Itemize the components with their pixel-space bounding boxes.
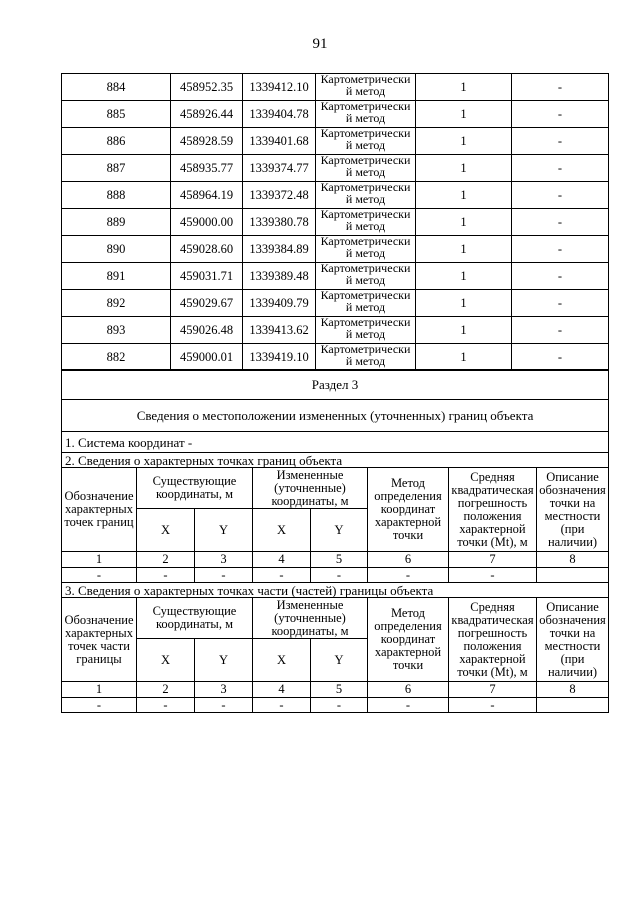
table-row <box>62 290 609 317</box>
coord-y: 1339389.48 <box>243 263 316 290</box>
empty-cell: - <box>62 568 137 583</box>
method <box>316 263 416 290</box>
empty-cell: - <box>62 698 137 713</box>
coord-x: 459026.48 <box>171 317 243 344</box>
method-line-1: Картометрически <box>320 181 411 194</box>
page-number: 91 <box>312 36 328 52</box>
empty-cell <box>537 568 609 583</box>
part2-heading: 2. Сведения о характерных точках границ объекта <box>62 453 609 468</box>
point-description: - <box>512 263 609 290</box>
coord-x: 459000.01 <box>171 344 243 371</box>
accuracy: 1 <box>416 290 512 317</box>
empty-cell: - <box>253 568 311 583</box>
accuracy: 1 <box>416 128 512 155</box>
col-number: 4 <box>253 682 311 698</box>
point-description: - <box>512 317 609 344</box>
part3-existing-y: Y <box>195 639 253 682</box>
method <box>316 182 416 209</box>
col-number: 7 <box>449 682 537 698</box>
coord-y: 1339412.10 <box>243 74 316 101</box>
part3-dash-row <box>62 698 609 713</box>
part3-col-changed: Измененные (уточненные) координаты, м <box>253 598 368 639</box>
accuracy: 1 <box>416 236 512 263</box>
part3-col-existing: Существующие координаты, м <box>137 598 253 639</box>
method-line-1: Картометрически <box>320 73 411 86</box>
empty-cell: - <box>253 698 311 713</box>
method-line-1: Картометрически <box>320 127 411 140</box>
part2-col-changed: Измененные (уточненные) координаты, м <box>253 468 368 509</box>
coord-x: 458952.35 <box>171 74 243 101</box>
part2-col-method: Метод определения координат характерной точки <box>368 468 449 552</box>
table-row <box>62 182 609 209</box>
col-number: 1 <box>62 682 137 698</box>
method-line-1: Картометрически <box>320 100 411 113</box>
method <box>316 317 416 344</box>
part2-number-row <box>62 552 609 568</box>
accuracy: 1 <box>416 101 512 128</box>
point-description: - <box>512 182 609 209</box>
empty-cell: - <box>195 698 253 713</box>
method <box>316 155 416 182</box>
method-line-1: Картометрически <box>320 208 411 221</box>
table-row <box>62 155 609 182</box>
part2-changed-y: Y <box>311 509 368 552</box>
table-row <box>62 344 609 371</box>
method <box>316 290 416 317</box>
coord-y: 1339384.89 <box>243 236 316 263</box>
col-number: 3 <box>195 552 253 568</box>
part3-col-description: Описание обозначения точки на местности (при наличии) <box>537 598 609 682</box>
method-line-2: й метод <box>345 165 386 179</box>
point-description: - <box>512 74 609 101</box>
section-description: Сведения о местоположении измененных (уточненных) границ объекта <box>62 400 609 432</box>
part3-col-designation: Обозначение характерных точек части границы <box>62 598 137 682</box>
table-row <box>62 209 609 236</box>
section3-table <box>61 369 609 713</box>
method <box>316 209 416 236</box>
method-line-2: й метод <box>345 138 386 152</box>
point-number: 886 <box>62 128 171 155</box>
empty-cell: - <box>137 698 195 713</box>
coord-y: 1339372.48 <box>243 182 316 209</box>
method-line-2: й метод <box>345 192 386 206</box>
coord-x: 459000.00 <box>171 209 243 236</box>
empty-cell: - <box>311 568 368 583</box>
empty-cell: - <box>195 568 253 583</box>
col-number: 4 <box>253 552 311 568</box>
method-line-2: й метод <box>345 354 386 368</box>
part3-col-accuracy: Средняя квадратическая погрешность положения характерной точки (Mt), м <box>449 598 537 682</box>
point-description: - <box>512 209 609 236</box>
coord-y: 1339419.10 <box>243 344 316 371</box>
method-line-2: й метод <box>345 300 386 314</box>
col-number: 5 <box>311 552 368 568</box>
part3-heading: 3. Сведения о характерных точках части (частей) границы объекта <box>62 583 609 598</box>
method <box>316 128 416 155</box>
accuracy: 1 <box>416 209 512 236</box>
col-number: 6 <box>368 552 449 568</box>
method-line-1: Картометрически <box>320 262 411 275</box>
empty-cell: - <box>137 568 195 583</box>
coord-y: 1339380.78 <box>243 209 316 236</box>
points-table <box>61 73 609 371</box>
col-number: 2 <box>137 682 195 698</box>
coord-x: 458928.59 <box>171 128 243 155</box>
part2-dash-row <box>62 568 609 583</box>
point-description: - <box>512 236 609 263</box>
point-description: - <box>512 344 609 371</box>
point-number: 891 <box>62 263 171 290</box>
point-number: 893 <box>62 317 171 344</box>
col-number: 8 <box>537 552 609 568</box>
part2-col-accuracy: Средняя квадратическая погрешность положения характерной точки (Mt), м <box>449 468 537 552</box>
method <box>316 344 416 371</box>
table-row <box>62 128 609 155</box>
col-number: 7 <box>449 552 537 568</box>
point-number: 892 <box>62 290 171 317</box>
part3-existing-x: X <box>137 639 195 682</box>
part3-changed-y: Y <box>311 639 368 682</box>
col-number: 1 <box>62 552 137 568</box>
accuracy: 1 <box>416 182 512 209</box>
empty-cell: - <box>368 698 449 713</box>
part2-changed-x: X <box>253 509 311 552</box>
part2-col-existing: Существующие координаты, м <box>137 468 253 509</box>
point-number: 889 <box>62 209 171 236</box>
col-number: 2 <box>137 552 195 568</box>
coord-x: 459028.60 <box>171 236 243 263</box>
part3-col-method: Метод определения координат характерной точки <box>368 598 449 682</box>
coord-x: 458935.77 <box>171 155 243 182</box>
method-line-2: й метод <box>345 273 386 287</box>
table-row <box>62 317 609 344</box>
empty-cell: - <box>311 698 368 713</box>
method <box>316 74 416 101</box>
method <box>316 236 416 263</box>
empty-cell: - <box>449 568 537 583</box>
method-line-2: й метод <box>345 327 386 341</box>
method-line-1: Картометрически <box>320 316 411 329</box>
accuracy: 1 <box>416 263 512 290</box>
part2-col-designation: Обозначение характерных точек границ <box>62 468 137 552</box>
part2-col-description: Описание обозначения точки на местности (при наличии) <box>537 468 609 552</box>
method-line-2: й метод <box>345 219 386 233</box>
coord-y: 1339374.77 <box>243 155 316 182</box>
section-title: Раздел 3 <box>62 370 609 400</box>
accuracy: 1 <box>416 155 512 182</box>
empty-cell: - <box>368 568 449 583</box>
part2-existing-y: Y <box>195 509 253 552</box>
coord-y: 1339401.68 <box>243 128 316 155</box>
col-number: 8 <box>537 682 609 698</box>
point-number: 884 <box>62 74 171 101</box>
points-table-body <box>62 74 609 371</box>
point-description: - <box>512 101 609 128</box>
col-number: 3 <box>195 682 253 698</box>
coord-x: 458964.19 <box>171 182 243 209</box>
empty-cell: - <box>449 698 537 713</box>
method-line-1: Картометрически <box>320 235 411 248</box>
coord-y: 1339409.79 <box>243 290 316 317</box>
accuracy: 1 <box>416 344 512 371</box>
coord-x: 459029.67 <box>171 290 243 317</box>
part3-changed-x: X <box>253 639 311 682</box>
method-line-2: й метод <box>345 246 386 260</box>
part2-existing-x: X <box>137 509 195 552</box>
part3-number-row <box>62 682 609 698</box>
coord-y: 1339404.78 <box>243 101 316 128</box>
point-description: - <box>512 155 609 182</box>
accuracy: 1 <box>416 317 512 344</box>
method-line-1: Картометрически <box>320 343 411 356</box>
coord-x: 458926.44 <box>171 101 243 128</box>
method-line-2: й метод <box>345 111 386 125</box>
point-number: 882 <box>62 344 171 371</box>
point-description: - <box>512 290 609 317</box>
col-number: 5 <box>311 682 368 698</box>
table-row <box>62 236 609 263</box>
method-line-2: й метод <box>345 84 386 98</box>
table-row <box>62 101 609 128</box>
coord-x: 459031.71 <box>171 263 243 290</box>
point-number: 885 <box>62 101 171 128</box>
point-number: 887 <box>62 155 171 182</box>
coord-y: 1339413.62 <box>243 317 316 344</box>
table-row <box>62 263 609 290</box>
point-description: - <box>512 128 609 155</box>
col-number: 6 <box>368 682 449 698</box>
empty-cell <box>537 698 609 713</box>
table-row <box>62 74 609 101</box>
method-line-1: Картометрически <box>320 154 411 167</box>
accuracy: 1 <box>416 74 512 101</box>
method-line-1: Картометрически <box>320 289 411 302</box>
method <box>316 101 416 128</box>
coordinate-system: 1. Система координат - <box>62 432 609 453</box>
point-number: 890 <box>62 236 171 263</box>
point-number: 888 <box>62 182 171 209</box>
